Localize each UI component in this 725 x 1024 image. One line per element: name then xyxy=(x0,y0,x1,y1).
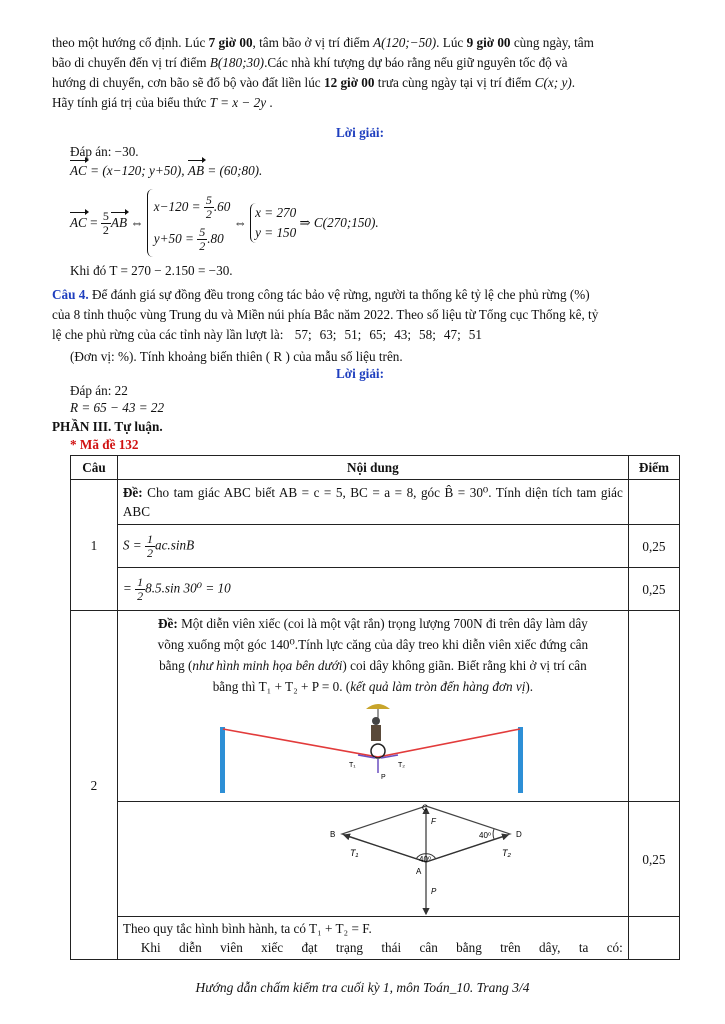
tightrope-illustration xyxy=(208,701,538,797)
q4-value: 63; xyxy=(319,327,337,342)
right-pole xyxy=(518,727,523,793)
q4-value: 43; xyxy=(394,327,412,342)
word: trạng xyxy=(335,940,364,955)
t1-label: T₁ xyxy=(348,762,356,769)
vector-t2 xyxy=(426,835,508,862)
solution-heading: Lời giải: xyxy=(336,125,384,140)
word: đạt xyxy=(301,940,318,955)
point-a: A xyxy=(415,867,422,876)
table-row xyxy=(71,568,680,611)
empty-cell xyxy=(628,917,679,960)
force-diagram xyxy=(118,802,628,916)
q4-value: 51; xyxy=(344,327,362,342)
col-header: Câu xyxy=(71,456,118,480)
left-pole xyxy=(220,727,225,793)
q2-continuation xyxy=(123,938,623,957)
score: 0,25 xyxy=(628,802,679,917)
q4-solution-heading: Lời giải: xyxy=(336,366,384,381)
angle-d-label: 40⁰ xyxy=(478,831,491,840)
score: 0,25 xyxy=(628,568,679,611)
word: trên xyxy=(500,940,521,955)
f-label: F xyxy=(430,817,436,826)
word: viên xyxy=(220,940,243,955)
col-header: Nội dung xyxy=(117,456,628,480)
table-header-row xyxy=(71,456,680,480)
force-diagram-cell xyxy=(117,802,628,917)
point-b: B xyxy=(329,830,336,839)
grading-table xyxy=(70,455,680,960)
q4-value: 58; xyxy=(419,327,436,342)
q4-value: 51 xyxy=(468,327,482,342)
q2-rule: Theo quy tắc hình bình hành, ta có T₁ + T₂ = F. xyxy=(122,921,372,936)
empty-cell xyxy=(628,611,679,802)
angle-a-label: 40⁰ xyxy=(418,855,431,864)
q4-calc: R = 65 − 43 = 22 xyxy=(70,400,165,415)
p-diagram-label: P xyxy=(430,887,437,896)
vector-system: AC = $\frac{5}{2}$ AB ⇔ x−120 = $\frac{5}{2}$ .60 y+50 = $\frac{5}{2}$ .80 ⇔ x = 270 y = 150 ⇒ C(270;150). xyxy=(52,188,686,258)
q4-values xyxy=(287,327,482,342)
vector-line: AC = (x−120; y+50), AB = (60;80). xyxy=(52,161,686,181)
q1-calc: = $\frac{1}{2}$ 8.5.sin 30⁰ = 10 xyxy=(117,568,628,611)
t2-diagram-label: T₂ xyxy=(501,848,511,858)
col-header: Điểm xyxy=(628,456,679,480)
q1-statement: Đề: Cho tam giác ABC biết AB = c = 5, BC = a = 8, góc B̂ = 30⁰. Tính diện tích tam giác ABC xyxy=(117,480,628,525)
table-row xyxy=(71,802,680,917)
q4-value: 57; xyxy=(294,327,312,342)
question-number: 2 xyxy=(71,611,118,960)
table-row xyxy=(71,611,680,802)
solution-final: Khi đó T = 270 − 2.150 = −30. xyxy=(70,263,233,278)
table-row xyxy=(71,480,680,525)
word: bằng xyxy=(456,940,482,955)
word: ta xyxy=(578,940,589,955)
t1-diagram-label: T₁ xyxy=(349,848,359,858)
point-c: C xyxy=(421,803,428,813)
q2-statement: Đề: Một diễn viên xiếc (coi là một vật rắn) trọng lượng 700N đi trên dây làm dây võng xuống một góc 140⁰.Tính lực căng của dây treo khi diễn viên xiếc đứng cân bằng (như hình minh họa bên dưới) coi dây không giãn. Biết rằng khi ở vị trí cân bằng thì T₁ + T₂ + P = 0. (kết quả làm tròn đến hàng đơn vị). T₁ T₂ P xyxy=(117,611,628,802)
p-label: P xyxy=(380,774,386,781)
word: thái xyxy=(381,940,402,955)
solution-answer: Đáp án: −30. xyxy=(70,144,139,159)
word: Khi xyxy=(140,940,161,955)
q1-formula: S = $\frac{1}{2}$ ac.sinB xyxy=(117,525,628,568)
exam-code: * Mã đề 132 xyxy=(70,437,139,452)
umbrella-icon xyxy=(366,704,390,709)
table-row xyxy=(71,525,680,568)
score: 0,25 xyxy=(628,525,679,568)
performer-head xyxy=(372,717,380,725)
q4-value: 47; xyxy=(443,327,461,342)
q4-unit: (Đơn vị: %). Tính khoảng biến thiên ( R ) của mẫu số liệu trên. xyxy=(70,349,403,364)
q4-answer: Đáp án: 22 xyxy=(70,383,128,398)
performer-body xyxy=(371,725,381,741)
unicycle-wheel xyxy=(371,744,385,758)
q2-solution xyxy=(117,917,628,960)
word: có: xyxy=(606,940,623,955)
t2-label: T₂ xyxy=(397,762,405,769)
question-4: Câu 4. Để đánh giá sự đồng đều trong công tác bảo vệ rừng, người ta thống kê tỷ lệ che phủ rừng (%) của 8 tỉnh thuộc vùng Trung du và Miền núi phía Bắc năm 2022. Theo số liệu từ Tổng cục Thống kê, tỷ lệ che phủ rừng của các tỉnh này lần lượt là: 57; 63; 51; 65; 43; 58; 47; 51 xyxy=(52,287,599,342)
empty-cell xyxy=(628,480,679,525)
word: dây, xyxy=(539,940,561,955)
part3-title: PHẦN III. Tự luận. xyxy=(52,419,163,434)
q4-value: 65; xyxy=(369,327,387,342)
word: diễn xyxy=(179,940,202,955)
word: cân xyxy=(419,940,438,955)
question-number: 1 xyxy=(71,480,118,611)
page-footer: Hướng dẫn chấm kiểm tra cuối kỳ 1, môn Toán_10. Trang 3/4 xyxy=(195,980,530,995)
problem-paragraph: theo một hướng cố định. Lúc 7 giờ 00, tâm bão ở vị trí điểm A(120;−50). Lúc 9 giờ 00 cùng ngày, tâm bão di chuyển đến vị trí điểm B(180;30).Các nhà khí tượng dự báo rằng nếu giữ nguyên tốc độ và hướng di chuyển, cơn bão sẽ đổ bộ vào đất liền lúc 12 giờ 00 trưa cùng ngày tại vị trí điểm C(x; y). Hãy tính giá trị của biểu thức T = x − 2y . xyxy=(52,35,594,110)
word: xiếc xyxy=(261,940,284,955)
table-row xyxy=(71,917,680,960)
point-d: D xyxy=(515,830,522,839)
